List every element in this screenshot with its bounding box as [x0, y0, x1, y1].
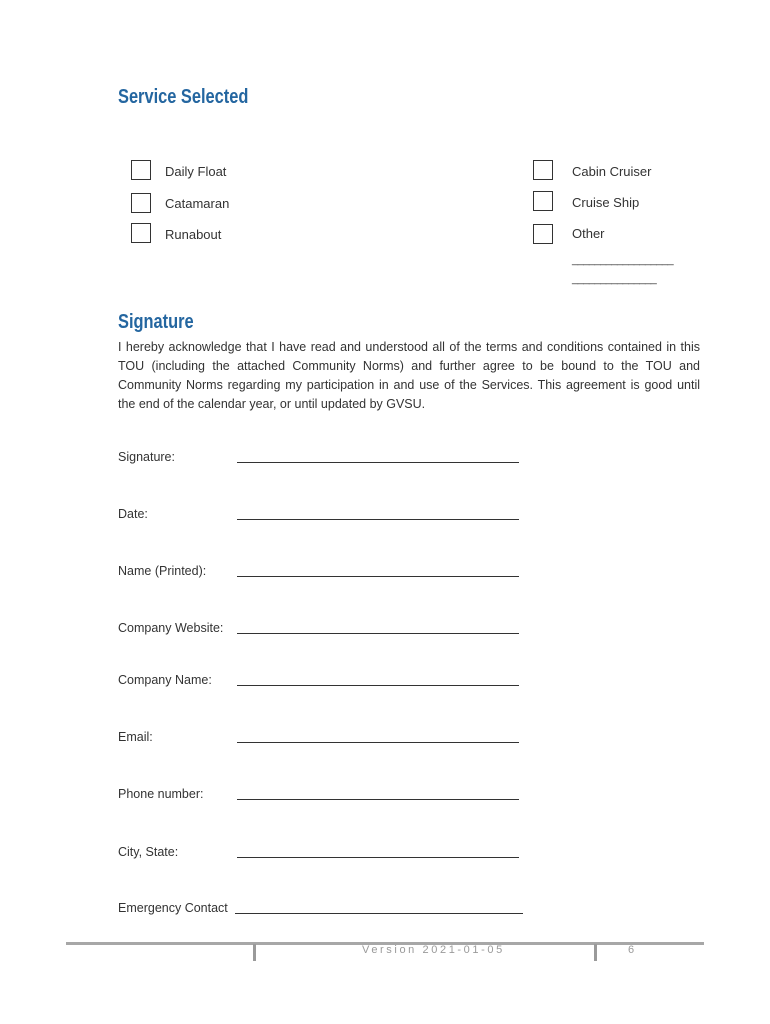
footer-divider-left: [253, 944, 256, 961]
city-state-field-label: City, State:: [118, 845, 179, 859]
runabout-label: Runabout: [165, 227, 222, 242]
date-field-label: Date:: [118, 507, 148, 521]
cruise-ship-checkbox[interactable]: [533, 191, 553, 211]
email-field-line[interactable]: [237, 742, 519, 743]
phone-number-field-line[interactable]: [237, 799, 519, 800]
signature-heading: Signature: [118, 311, 194, 333]
other-checkbox[interactable]: [533, 224, 553, 244]
catamaran-label: Catamaran: [165, 196, 230, 211]
other-specify-line-1[interactable]: __________________: [572, 254, 674, 266]
email-field-label: Email:: [118, 730, 153, 744]
page-number: 6: [628, 944, 635, 956]
company-website-field-line[interactable]: [237, 633, 519, 634]
daily-float-label: Daily Float: [165, 164, 227, 179]
other-specify-line-2[interactable]: _______________: [572, 273, 657, 285]
other-label: Other: [572, 226, 605, 241]
catamaran-checkbox[interactable]: [131, 193, 151, 213]
emergency-contact-field-line[interactable]: [235, 913, 523, 914]
runabout-checkbox[interactable]: [131, 223, 151, 243]
cruise-ship-label: Cruise Ship: [572, 195, 640, 210]
signature-field-label: Signature:: [118, 450, 175, 464]
footer-version: Version 2021-01-05: [362, 944, 505, 956]
date-field-line[interactable]: [237, 519, 519, 520]
daily-float-checkbox[interactable]: [131, 160, 151, 180]
name-printed-field-line[interactable]: [237, 576, 519, 577]
phone-number-field-label: Phone number:: [118, 787, 204, 801]
cabin-cruiser-checkbox[interactable]: [533, 160, 553, 180]
signature-field-line[interactable]: [237, 462, 519, 463]
company-name-field-label: Company Name:: [118, 673, 212, 687]
company-website-field-label: Company Website:: [118, 621, 224, 635]
name-printed-field-label: Name (Printed):: [118, 564, 207, 578]
cabin-cruiser-label: Cabin Cruiser: [572, 164, 652, 179]
city-state-field-line[interactable]: [237, 857, 519, 858]
company-name-field-line[interactable]: [237, 685, 519, 686]
acknowledgement-paragraph: I hereby acknowledge that I have read and understood all of the terms and conditions contained in this TOU (including the attached Community Norms) and further agree to be bound to the TOU and Community Norms regarding my participation in and use of the Services. This agreement is good until the end of the calendar year, or until updated by GVSU.: [118, 340, 700, 411]
emergency-contact-field-label: Emergency Contact: [118, 901, 228, 915]
service-selected-heading: Service Selected: [118, 86, 249, 108]
footer-divider-right: [594, 944, 597, 961]
